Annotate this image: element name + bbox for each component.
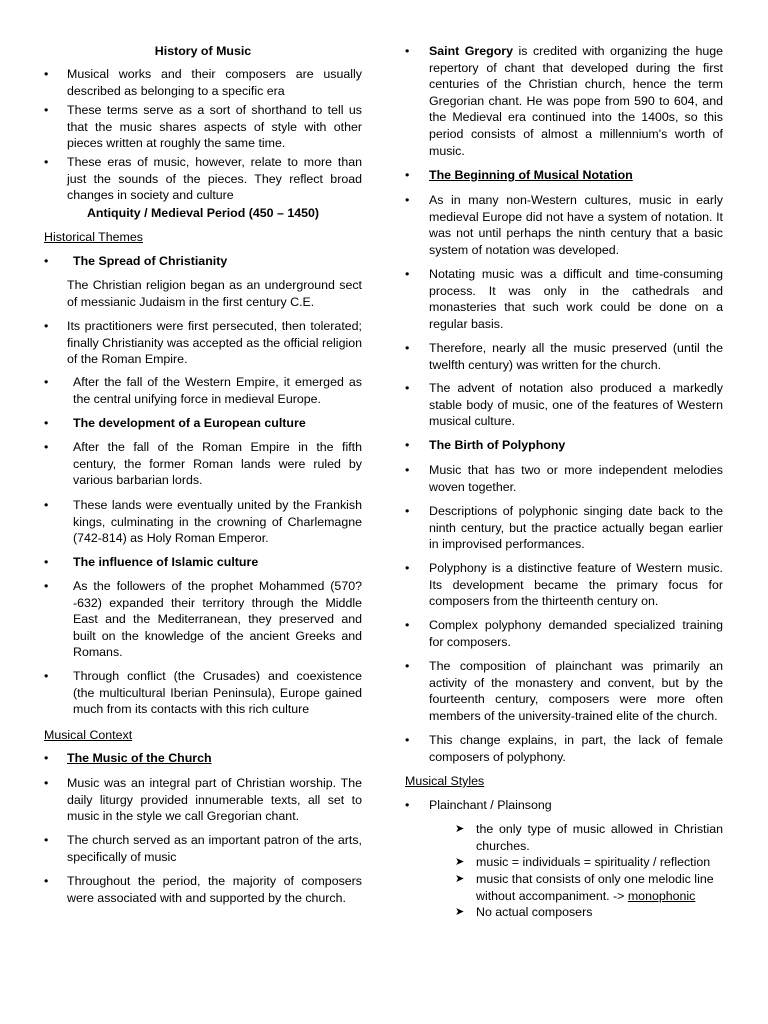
list-item: • Notating music was a difficult and time-consuming process. It was only in the cathedrals and monasteries that such work could be done on a regular basis. (405, 267, 723, 331)
bullet-icon: • (405, 561, 410, 575)
subheading: • The Music of the Church (44, 751, 212, 765)
list-item: • The composition of plainchant was primarily an activity of the monastery and convent, but by the fourteenth century, composers were more often members of the university-trained elite of the church. (405, 659, 723, 723)
list-item: • As in many non-Western cultures, music in early medieval Europe did not have a system of notation. It was not until perhaps the ninth century that a basic system of notation was developed. (405, 193, 723, 257)
bullet-icon: • (405, 659, 410, 673)
bullet-icon: • (44, 579, 49, 593)
bullet-icon: • (405, 463, 410, 477)
bullet-icon: • (44, 375, 49, 389)
list-item: • This change explains, in part, the lack of female composers of polyphony. (405, 733, 723, 764)
list-item: • Saint Gregory is credited with organizing the huge repertory of chant that developed during the first centuries of the Christian church, hence the term Gregorian chant. He was pope from 590 to 604, and the Medieval era continued into the 1400s, so this period consists of almost a millennium's worth of music. (405, 44, 724, 158)
bullet-icon: • (405, 618, 410, 632)
list-item: • Musical works and their composers are usually described as belonging to a specific era (44, 67, 362, 98)
subheading: • The Beginning of Musical Notation (405, 168, 633, 182)
bullet-icon: • (44, 440, 49, 454)
list-item: • Polyphony is a distinctive feature of Western music. Its development became the primary focus for composers from the thirteenth century on. (405, 561, 723, 609)
bullet-icon: • (44, 155, 49, 169)
arrow-bullet-icon: ➤ (455, 906, 465, 918)
bullet-icon: • (44, 416, 49, 430)
bullet-icon: • (405, 381, 410, 395)
arrow-bullet-icon: ➤ (455, 823, 465, 835)
list-item: • The church served as an important patron of the arts, specifically of music (44, 833, 362, 864)
list-item: • Music that has two or more independent melodies woven together. (405, 463, 723, 494)
bullet-icon: • (405, 168, 410, 182)
bullet-icon: • (405, 733, 410, 747)
subheading: • The influence of Islamic culture (44, 555, 259, 569)
bullet-icon: • (405, 267, 410, 281)
bullet-icon: • (44, 555, 49, 569)
bullet-icon: • (44, 67, 49, 81)
paragraph: The Christian religion began as an underground sect of messianic Judaism in the first century C.E. (67, 278, 362, 309)
list-item: • After the fall of the Roman Empire in the fifth century, the former Roman lands were ruled by various barbarian lords. (44, 440, 362, 488)
arrow-bullet-icon: ➤ (455, 856, 465, 868)
bullet-icon: • (44, 319, 49, 333)
bullet-icon: • (405, 798, 410, 812)
bullet-icon: • (44, 874, 49, 888)
bullet-icon: • (405, 193, 410, 207)
bullet-icon: • (405, 504, 410, 518)
arrow-list-item: ➤ music = individuals = spirituality / reflection (455, 855, 711, 869)
list-item: • As the followers of the prophet Mohammed (570?-632) expanded their territory through the Middle East and the Mediterranean, they preserved and built on the knowledge of the ancient Greeks and Romans. (44, 579, 362, 660)
arrow-list-item: ➤ the only type of music allowed in Christian churches. (455, 822, 723, 853)
bullet-icon: • (44, 103, 49, 117)
list-item: • Therefore, nearly all the music preserved (until the twelfth century) was written for the church. (405, 341, 723, 372)
saint-gregory-name: Saint Gregory (429, 44, 513, 58)
bullet-icon: • (44, 751, 49, 765)
bullet-icon: • (44, 669, 49, 683)
list-item: • Its practitioners were first persecuted, then tolerated; finally Christianity was accepted as the official religion of the Roman Empire. (44, 319, 362, 367)
list-item: • These terms serve as a sort of shorthand to tell us that the music shares aspects of style with other pieces written at roughly the same time. (44, 103, 362, 151)
list-item: • Through conflict (the Crusades) and coexistence (the multicultural Iberian Peninsula), Europe gained much from its contacts with this rich culture (44, 669, 362, 717)
monophonic-term: monophonic (627, 888, 696, 903)
bullet-icon: • (44, 833, 49, 847)
period-title: Antiquity / Medieval Period (450 – 1450) (86, 206, 320, 220)
section-heading-historical-themes: Historical Themes (44, 230, 143, 244)
list-item: • After the fall of the Western Empire, it emerged as the central unifying force in medieval Europe. (44, 375, 362, 406)
bullet-icon: • (405, 438, 410, 452)
list-item: • These lands were eventually united by the Frankish kings, culminating in the crowning of Charlemagne (742-814) as Holy Roman Emperor. (44, 498, 362, 546)
subheading: • The Birth of Polyphony (405, 438, 566, 452)
list-item: • The advent of notation also produced a markedly stable body of music, one of the features of Western musical culture. (405, 381, 723, 429)
arrow-list-item: ➤ No actual composers (455, 905, 593, 919)
section-heading-musical-context: Musical Context (44, 728, 133, 742)
arrow-list-item: ➤ music that consists of only one melodic line without accompaniment. -> monophonic (455, 872, 714, 903)
bullet-icon: • (405, 341, 410, 355)
bullet-icon: • (44, 254, 49, 268)
bullet-icon: • (44, 498, 49, 512)
arrow-bullet-icon: ➤ (455, 873, 465, 885)
list-item: • Music was an integral part of Christian worship. The daily liturgy provided innumerable texts, all set to music in the style we call Gregorian chant. (44, 776, 362, 824)
list-item: • Descriptions of polyphonic singing date back to the ninth century, but the practice actually began earlier in improvised performances. (405, 504, 723, 552)
bullet-icon: • (405, 44, 410, 58)
section-heading-musical-styles: Musical Styles (405, 774, 485, 788)
subheading: • The development of a European culture (44, 416, 306, 430)
bullet-icon: • (44, 776, 49, 790)
list-item: • These eras of music, however, relate to more than just the sounds of the pieces. They reflect broad changes in society and culture (44, 155, 362, 203)
list-item: • Complex polyphony demanded specialized training for composers. (405, 618, 723, 649)
list-item: • Throughout the period, the majority of composers were associated with and supported by the church. (44, 874, 362, 905)
page-title: History of Music (154, 44, 252, 58)
list-item: • Plainchant / Plainsong (405, 798, 552, 812)
subheading: • The Spread of Christianity (44, 254, 228, 268)
